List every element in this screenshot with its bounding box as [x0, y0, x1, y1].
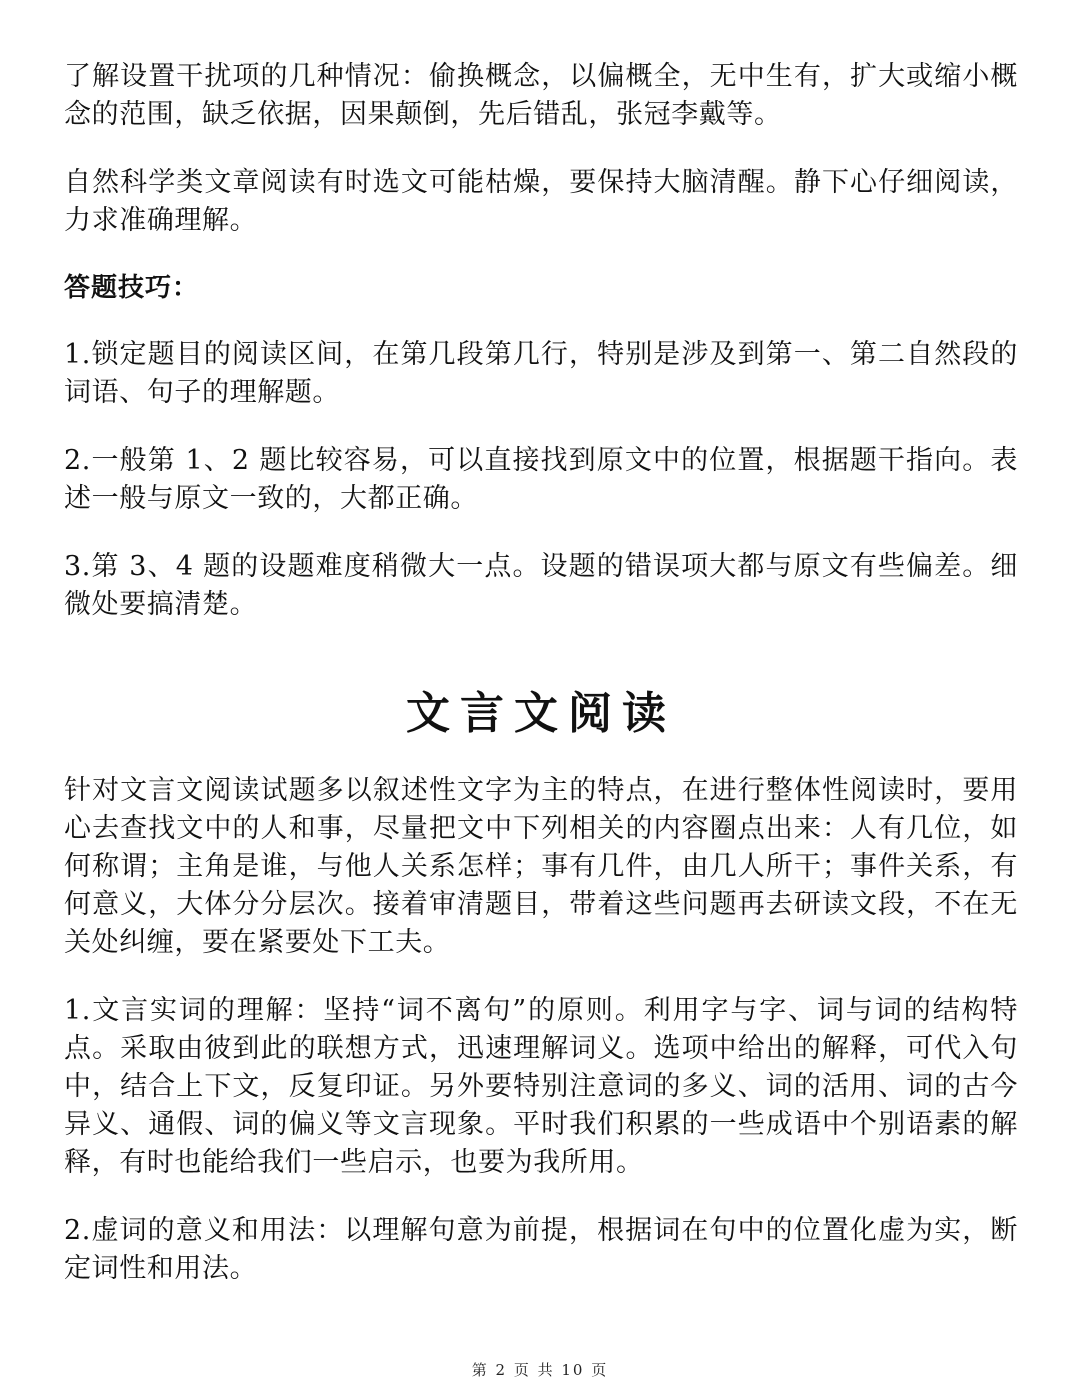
tip-item-1: 1.锁定题目的阅读区间，在第几段第几行，特别是涉及到第一、第二自然段的词语、句子的理解题。: [64, 339, 1018, 408]
section-point-1: 1.文言实词的理解：坚持“词不离句”的原则。利用字与字、词与词的结构特点。采取由彼到此的联想方式，迅速理解词义。选项中给出的解释，可代入句中，结合上下文，反复印证。另外要特别注意词的多义、词的活用、词的古今异义、通假、词的偏义等文言现象。平时我们积累的一些成语中个别语素的解释，有时也能给我们一些启示，也要为我所用。: [64, 995, 1018, 1178]
section-point-2: 2.虚词的意义和用法：以理解句意为前提，根据词在句中的位置化虚为实，断定词性和用法。: [64, 1215, 1018, 1284]
tip-item-2: 2.一般第 1、2 题比较容易，可以直接找到原文中的位置，根据题干指向。表述一般与原文一致的，大都正确。: [64, 445, 1018, 514]
paragraph-distractor-types: 了解设置干扰项的几种情况：偷换概念，以偏概全，无中生有，扩大或缩小概念的范围，缺乏依据，因果颠倒，先后错乱，张冠李戴等。: [64, 61, 1018, 130]
section-title-classical-chinese: 文言文阅读: [406, 688, 676, 739]
paragraph-science-reading: 自然科学类文章阅读有时选文可能枯燥，要保持大脑清醒。静下心仔细阅读，力求准确理解。: [64, 167, 1018, 236]
page-content: [64, 58, 1018, 1318]
section-intro-paragraph: 针对文言文阅读试题多以叙述性文字为主的特点，在进行整体性阅读时，要用心去查找文中的人和事，尽量把文中下列相关的内容圈点出来：人有几位，如何称谓；主角是谁，与他人关系怎样；事有几件，由几人所干；事件关系，有何意义，大体分分层次。接着审清题目，带着这些问题再去研读文段，不在无关处纠缠，要在紧要处下工夫。: [64, 775, 1018, 958]
tip-item-3: 3.第 3、4 题的设题难度稍微大一点。设题的错误项大都与原文有些偏差。细微处要搞清楚。: [64, 551, 1018, 620]
page-footer: 第 2 页 共 10 页: [471, 1361, 609, 1379]
tips-heading: 答题技巧：: [64, 273, 200, 303]
